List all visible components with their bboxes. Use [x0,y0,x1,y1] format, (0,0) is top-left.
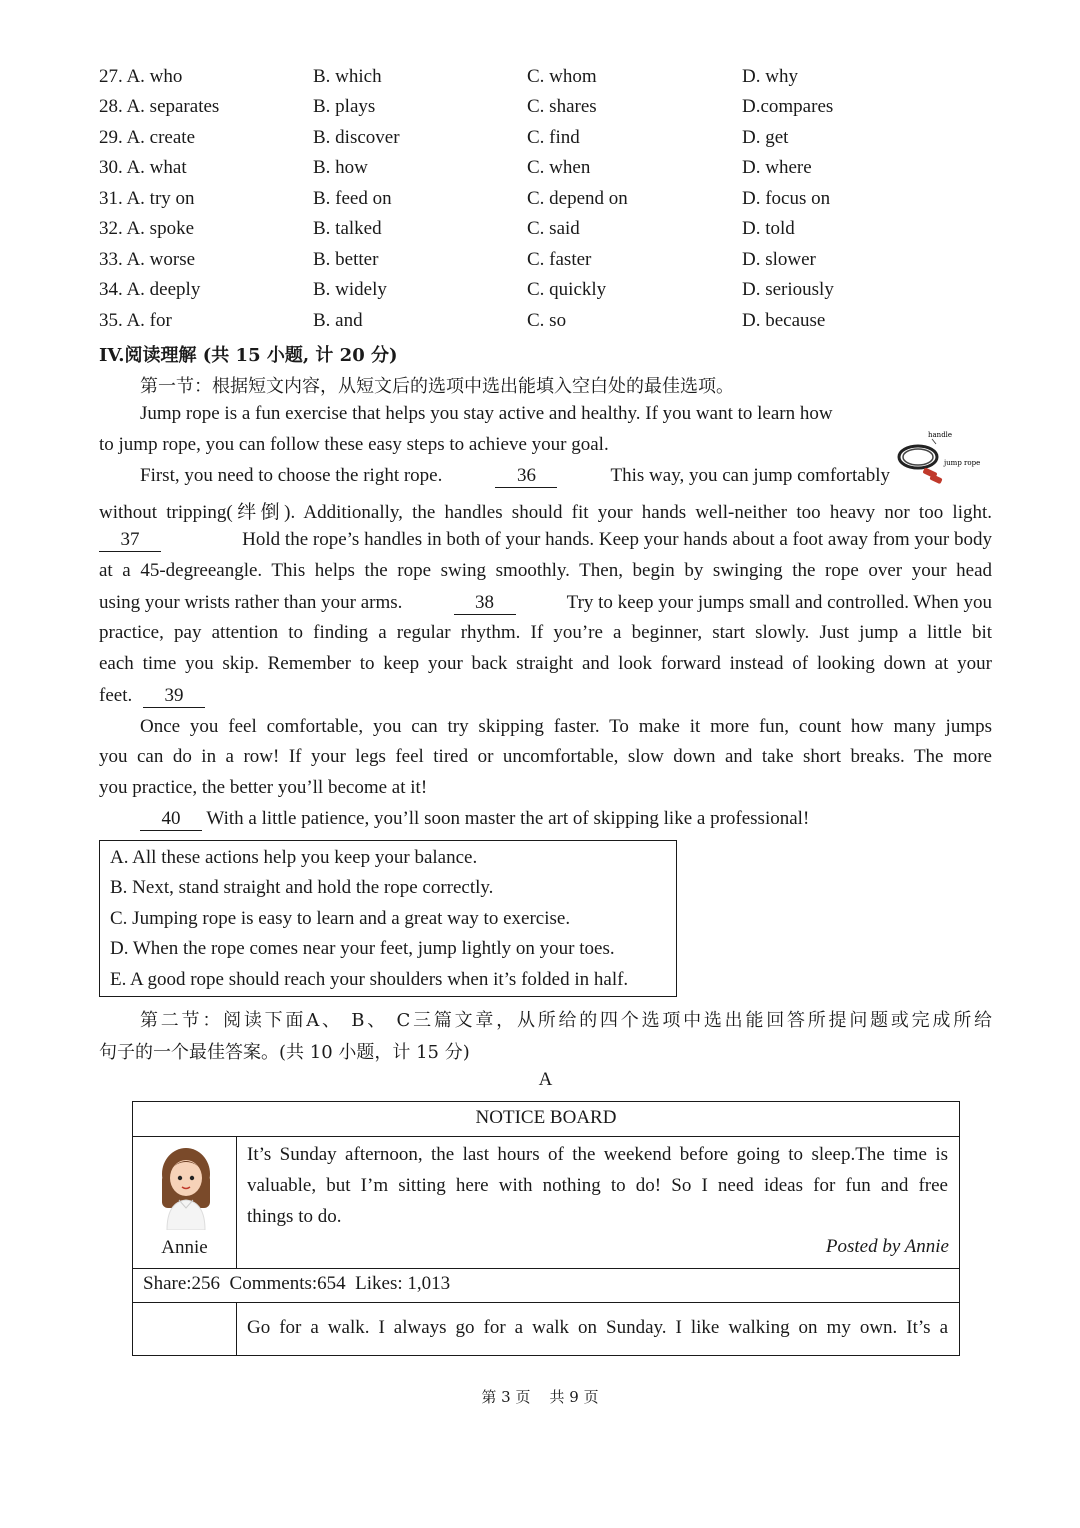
option-d: D. focus on [742,188,831,209]
option-d: D.compares [742,96,834,117]
notice-board [132,1101,960,1356]
passage-line: Once you feel comfortable, you can try skipping faster. To make it more fun, count how many jumps [140,716,992,737]
passage-line [140,465,890,488]
option-c: C. said [527,218,580,239]
passage-line: at a 45-degreeangle. This helps the rope swing smoothly. Then, begin by swinging the rope over your head [99,560,992,581]
choice-b: B. Next, stand straight and hold the rope correctly. [110,877,494,898]
option-b: B. better [313,249,379,270]
option-c: C. quickly [527,279,607,300]
question-33-options [99,249,999,279]
choices-box [99,840,677,997]
passage-line: to jump rope, you can follow these easy steps to achieve your goal. [99,434,609,455]
option-b: B. which [313,66,382,87]
option-a: 34. A. deeply [99,279,201,300]
notice-title: NOTICE BOARD [475,1107,617,1128]
avatar-annie [155,1144,217,1230]
passage-line [99,685,992,708]
post-text-line: things to do. [247,1206,342,1227]
question-29-options [99,127,999,157]
passage-line: Jump rope is a fun exercise that helps you stay active and healthy. If you want to learn how [140,403,833,424]
choice-d: D. When the rope comes near your feet, jump lightly on your toes. [110,938,615,959]
option-a: 35. A. for [99,310,172,331]
question-34-options [99,279,999,309]
passage-line [99,592,992,615]
question-35-options [99,310,999,340]
blank-40[interactable]: 40 [140,808,202,831]
passage-line: without tripping(绊倒). Additionally, the handles should fit your hands well-neither too heavy nor too light. [99,502,992,523]
option-c: C. when [527,157,591,178]
option-b: B. feed on [313,188,392,209]
passage-line: practice, pay attention to finding a regular rhythm. If you’re a beginner, start slowly. Just jump a little bit [99,622,992,643]
option-c: C. depend on [527,188,628,209]
question-27-options [99,66,999,96]
choice-c: C. Jumping rope is easy to learn and a great way to exercise. [110,908,571,929]
part2-instruction: 句子的一个最佳答案。(共 10 小题，计 15 分) [99,1042,470,1063]
option-a: 30. A. what [99,157,187,178]
passage-line: you can do in a row! If your legs feel tired or uncomfortable, slow down and take short breaks. The more [99,746,992,767]
passage-line [140,808,992,831]
question-31-options [99,188,999,218]
question-28-options [99,96,999,126]
option-a: 32. A. spoke [99,218,194,239]
reply-text-line: Go for a walk. I always go for a walk on Sunday. I like walking on my own. It’s a [247,1317,948,1338]
jump-rope-image [896,430,988,490]
choice-e: E. A good rope should reach your shoulders when it’s folded in half. [110,969,629,990]
article-label: A [538,1069,553,1090]
option-a: 27. A. who [99,66,183,87]
option-d: D. seriously [742,279,834,300]
passage-line: each time you skip. Remember to keep your back straight and look forward instead of looking down at your [99,653,992,674]
post-text-line: valuable, but I’m sitting here with nothing to do! So I need ideas for fun and free [247,1175,948,1196]
option-b: B. how [313,157,368,178]
post-stats: Share:256 Comments:654 Likes: 1,013 [143,1273,451,1294]
passage-line [99,529,992,552]
passage-text: using your wrists rather than your arms. [99,592,403,613]
option-d: D. because [742,310,826,331]
question-32-options [99,218,999,248]
image-label-rope: jump rope [944,459,981,467]
section-heading: IV.阅读理解 (共 15 小题, 计 20 分) [99,345,398,366]
passage-text: First, you need to choose the right rope. [140,465,443,486]
passage-text: Hold the rope’s handles in both of your hands. Keep your hands about a foot away from your body [242,529,992,550]
part1-instruction: 第一节：根据短文内容，从短文后的选项中选出能填入空白处的最佳选项。 [140,376,734,397]
option-b: B. talked [313,218,382,239]
option-d: D. get [742,127,789,148]
option-d: D. told [742,218,795,239]
page-footer: 第 3 页 共 9 页 [481,1388,599,1406]
option-b: B. plays [313,96,376,117]
option-c: C. shares [527,96,597,117]
option-d: D. why [742,66,798,87]
option-c: C. so [527,310,567,331]
option-a: 31. A. try on [99,188,195,209]
option-c: C. find [527,127,580,148]
option-c: C. faster [527,249,592,270]
passage-text: This way, you can jump comfortably [610,465,890,486]
option-c: C. whom [527,66,597,87]
option-d: D. where [742,157,812,178]
choice-a: A. All these actions help you keep your balance. [110,847,478,868]
question-30-options [99,157,999,187]
option-a: 29. A. create [99,127,196,148]
author-name: Annie [161,1237,208,1258]
blank-38[interactable]: 38 [454,592,516,615]
blank-36[interactable]: 36 [495,465,557,488]
passage-text: With a little patience, you’ll soon master the art of skipping like a professional! [206,808,810,829]
option-a: 28. A. separates [99,96,220,117]
option-d: D. slower [742,249,816,270]
blank-37[interactable]: 37 [99,529,161,552]
image-label-handle: handle [928,431,953,439]
post-text-line: It’s Sunday afternoon, the last hours of the weekend before going to sleep.The time is [247,1144,948,1165]
passage-text: feet. [99,685,133,706]
passage-text: Try to keep your jumps small and controlled. When you [566,592,992,613]
passage-line: you practice, the better you’ll become at it! [99,777,428,798]
option-a: 33. A. worse [99,249,196,270]
blank-39[interactable]: 39 [143,685,205,708]
option-b: B. and [313,310,363,331]
option-b: B. widely [313,279,387,300]
part2-instruction: 第二节：阅读下面A、 B、 C三篇文章，从所给的四个选项中选出能回答所提问题或完成所给 [140,1010,992,1031]
option-b: B. discover [313,127,400,148]
posted-by: Posted by Annie [825,1236,949,1257]
